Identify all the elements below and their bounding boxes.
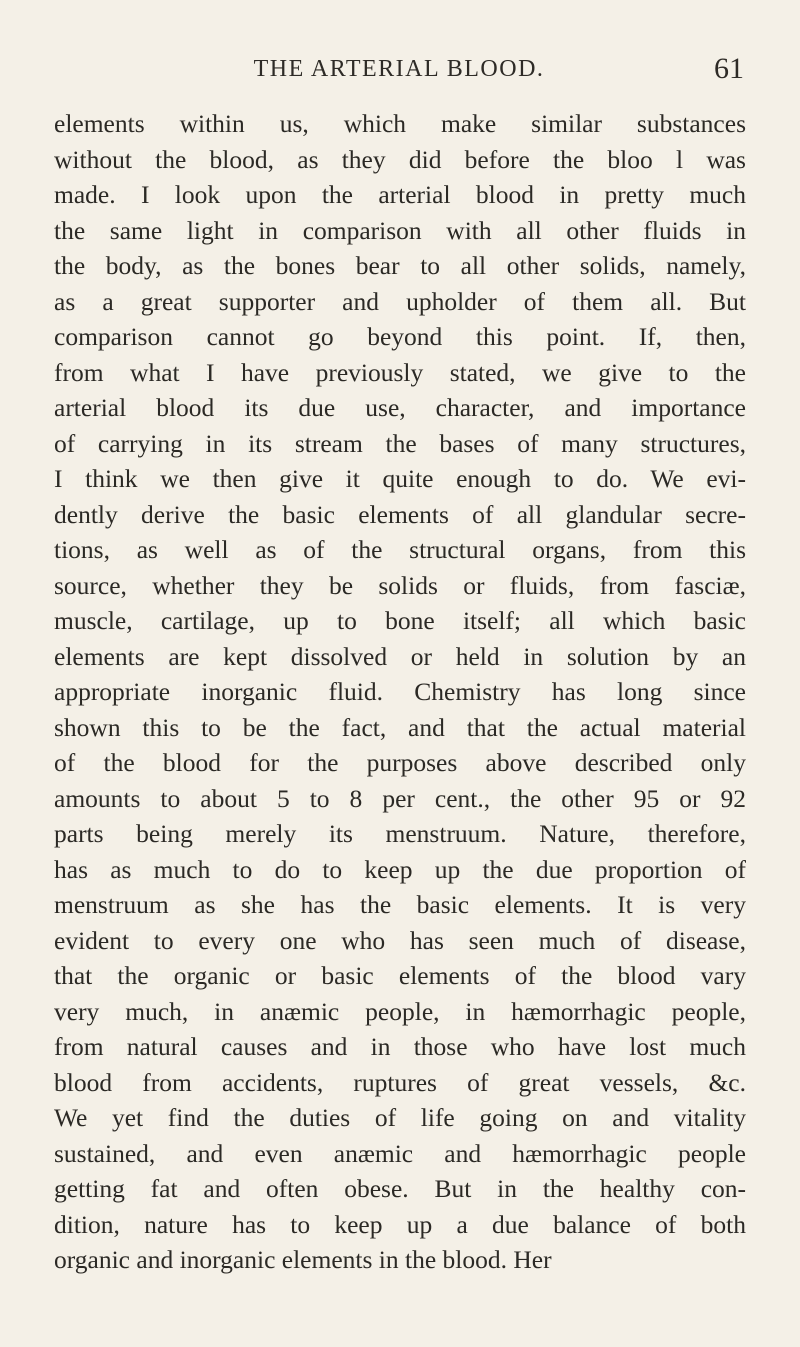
text-line: appropriate inorganic fluid. Chemistry has long since	[54, 677, 746, 706]
body-paragraph	[54, 106, 746, 1278]
text-line: menstruum as she has the basic elements. It is very	[54, 890, 746, 919]
text-line: parts being merely its menstruum. Nature, therefore,	[54, 819, 746, 848]
text-line: organic and inorganic elements in the blood. Her	[54, 1245, 552, 1274]
text-line: from what I have previously stated, we give to the	[54, 357, 746, 387]
text-line: the body, as the bones bear to all other solids, namely,	[54, 251, 746, 280]
text-line: I think we then give it quite enough to do. We evi-	[54, 464, 746, 493]
text-line: amounts to about 5 to 8 per cent., the other 95 or 92	[54, 783, 746, 813]
text-line: getting fat and often obese. But in the healthy con-	[54, 1174, 746, 1203]
text-line: shown this to be the fact, and that the actual material	[54, 712, 746, 742]
text-line: evident to every one who has seen much of disease,	[54, 925, 746, 955]
running-head	[54, 52, 744, 96]
text-line: We yet find the duties of life going on and vitality	[54, 1103, 746, 1132]
text-line: source, whether they be solids or fluids, from fasciæ,	[54, 570, 746, 600]
page-number: 61	[714, 52, 744, 85]
text-line: of carrying in its stream the bases of many structures,	[54, 428, 746, 458]
text-line: the same light in comparison with all other fluids in	[54, 215, 746, 245]
text-line: dently derive the basic elements of all glandular secre-	[54, 499, 746, 529]
text-line: very much, in anæmic people, in hæmorrhagic people,	[54, 996, 746, 1026]
text-line: that the organic or basic elements of the blood vary	[54, 961, 746, 990]
text-line: elements are kept dissolved or held in solution by an	[54, 641, 746, 671]
text-line: elements within us, which make similar substances	[54, 109, 746, 138]
text-line: of the blood for the purposes above described only	[54, 748, 746, 777]
text-line: tions, as well as of the structural organs, from this	[54, 535, 746, 564]
text-line: from natural causes and in those who have lost much	[54, 1032, 746, 1061]
text-line: dition, nature has to keep up a due balance of both	[54, 1209, 746, 1239]
text-line: muscle, cartilage, up to bone itself; all which basic	[54, 606, 746, 635]
text-line: arterial blood its due use, character, and importance	[54, 393, 746, 422]
text-line: sustained, and even anæmic and hæmorrhagic people	[54, 1138, 746, 1168]
text-line: made. I look upon the arterial blood in pretty much	[54, 180, 746, 209]
text-line: blood from accidents, ruptures of great vessels, &c.	[54, 1067, 746, 1097]
text-line: has as much to do to keep up the due proportion of	[54, 854, 746, 884]
text-line: comparison cannot go beyond this point. If, then,	[54, 322, 746, 351]
text-line: as a great supporter and upholder of them all. But	[54, 286, 746, 316]
running-title: THE ARTERIAL BLOOD.	[253, 56, 545, 82]
text-line: without the blood, as they did before the bloo l was	[54, 144, 746, 174]
